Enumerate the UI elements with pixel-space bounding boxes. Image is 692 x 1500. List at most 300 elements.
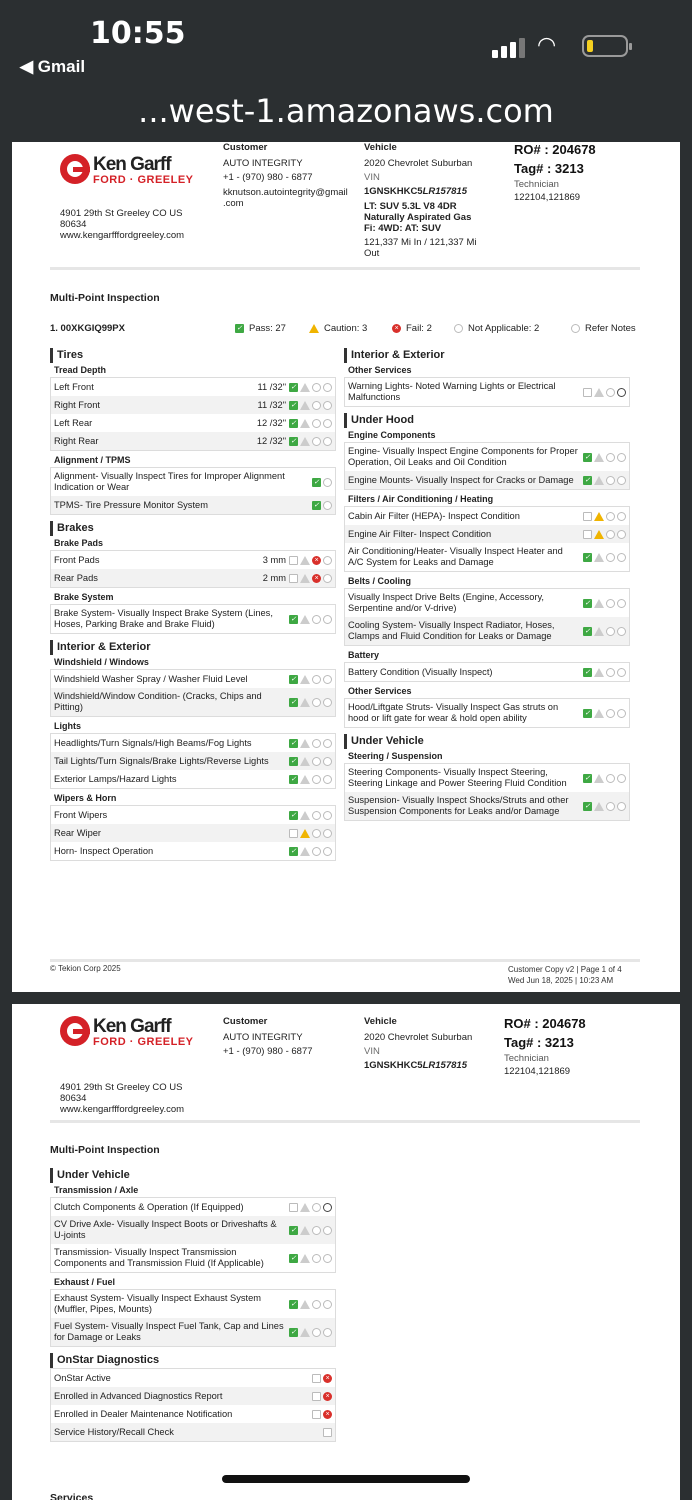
inspection-column-page2 — [50, 1162, 336, 1444]
fail-icon — [606, 709, 615, 718]
caution-icon — [594, 453, 604, 462]
pass-icon — [289, 1203, 298, 1212]
subsection-heading: Brake Pads — [54, 538, 104, 548]
footer-page: Customer Copy v2 | Page 1 of 4 — [508, 965, 622, 974]
section-heading: OnStar Diagnostics — [50, 1353, 336, 1368]
subsection-heading: Other Services — [348, 365, 412, 375]
inspection-row — [345, 525, 629, 543]
inspection-group — [344, 662, 630, 682]
pass-icon — [289, 419, 298, 428]
inspection-group — [50, 1368, 336, 1442]
subsection-heading: Belts / Cooling — [348, 576, 411, 586]
customer-block: Customer AUTO INTEGRITY +1 - (970) 980 - 6877 kknutson.autointegrity@gmail .com — [223, 142, 348, 209]
inspection-row — [51, 432, 335, 450]
fail-icon — [323, 1374, 332, 1383]
pass-icon — [289, 1300, 298, 1309]
caution-icon — [300, 1300, 310, 1309]
pass-icon — [289, 811, 298, 820]
subsection-heading: Exhaust / Fuel — [54, 1277, 116, 1287]
fail-icon — [606, 802, 615, 811]
pass-icon — [583, 388, 592, 397]
inspection-group — [50, 669, 336, 717]
ro-block: RO# : 204678 Tag# : 3213 Technician 122104,121869 — [504, 1016, 586, 1077]
section-heading: Interior & Exterior — [50, 640, 336, 655]
url-bar[interactable]: ...west-1.amazonaws.com — [138, 92, 554, 130]
fail-icon — [312, 847, 321, 856]
not-applicable-icon — [323, 615, 332, 624]
fail-icon — [312, 739, 321, 748]
caution-icon — [594, 553, 604, 562]
fail-icon — [312, 1203, 321, 1212]
pass-icon — [323, 1428, 332, 1437]
item-label: Front Pads — [54, 554, 100, 565]
report-page-2 — [12, 1004, 680, 1500]
divider — [50, 267, 640, 270]
vehicle-block: Vehicle 2020 Chevrolet Suburban VIN 1GNSKHKC5LR157815 LT: SUV 5.3L V8 4DR Naturally Aspirated Gas Fi: 4WD: AT: SUV 121,337 Mi In / 121,337 Mi Out — [364, 142, 477, 259]
divider — [50, 1120, 640, 1123]
signal-icon — [492, 36, 526, 58]
not-applicable-icon — [323, 757, 332, 766]
pass-icon — [289, 574, 298, 583]
inspection-row — [51, 806, 335, 824]
pass-icon — [312, 478, 321, 487]
not-applicable-icon — [323, 401, 332, 410]
item-label: Rear Wiper — [54, 827, 102, 838]
fail-icon — [323, 1410, 332, 1419]
item-label: CV Drive Axle- Visually Inspect Boots or Driveshafts & U-joints — [54, 1219, 277, 1240]
item-label: Transmission- Visually Inspect Transmission Components and Transmission Fluid (If Applicable) — [54, 1247, 264, 1268]
fail-icon — [312, 383, 321, 392]
pass-icon — [289, 1328, 298, 1337]
inspection-group — [344, 506, 630, 572]
fail-icon — [312, 419, 321, 428]
pass-icon — [312, 501, 321, 510]
pass-icon — [289, 829, 298, 838]
not-applicable-icon — [617, 802, 626, 811]
caution-icon — [300, 739, 310, 748]
inspection-row — [51, 1387, 335, 1405]
item-label: Battery Condition (Visually Inspect) — [348, 666, 493, 677]
section-heading: Interior & Exterior — [344, 348, 630, 363]
item-label: Windshield/Window Condition- (Cracks, Chips and Pitting) — [54, 691, 262, 712]
pass-icon — [289, 556, 298, 565]
fail-icon — [312, 574, 321, 583]
caution-icon — [300, 1226, 310, 1235]
not-applicable-icon — [323, 1254, 332, 1263]
dealer-address: 4901 29th St Greeley CO US 80634 www.kengarfffordgreeley.com — [60, 1082, 185, 1115]
caution-icon — [300, 1328, 310, 1337]
caution-icon — [594, 668, 604, 677]
item-label: Clutch Components & Operation (If Equipped) — [54, 1201, 244, 1212]
pass-icon — [289, 757, 298, 766]
item-label: Fuel System- Visually Inspect Fuel Tank, Cap and Lines for Damage or Leaks — [54, 1321, 284, 1342]
pass-icon — [583, 512, 592, 521]
pass-icon — [583, 476, 592, 485]
pass-icon — [583, 668, 592, 677]
inspection-row — [51, 414, 335, 432]
not-applicable-icon — [617, 453, 626, 462]
inspection-row — [51, 1216, 335, 1244]
item-label: Horn- Inspect Operation — [54, 845, 154, 856]
not-applicable-icon — [617, 476, 626, 485]
subsection-heading: Alignment / TPMS — [54, 455, 131, 465]
inspection-column-right — [344, 342, 630, 823]
item-label: Visually Inspect Drive Belts (Engine, Accessory, Serpentine and/or V-drive) — [348, 592, 545, 613]
inspection-row — [345, 471, 629, 489]
not-applicable-icon — [617, 709, 626, 718]
page-title: Multi-Point Inspection — [50, 292, 160, 304]
inspection-group — [344, 442, 630, 490]
not-applicable-icon — [323, 739, 332, 748]
caution-icon — [300, 775, 310, 784]
caution-icon — [300, 556, 310, 565]
pass-icon — [583, 599, 592, 608]
inspection-row — [51, 770, 335, 788]
customer-block: Customer AUTO INTEGRITY +1 - (970) 980 - 6877 — [223, 1016, 313, 1057]
info-icon — [571, 324, 580, 333]
item-label: Enrolled in Dealer Maintenance Notification — [54, 1408, 233, 1419]
fail-icon — [312, 615, 321, 624]
pass-icon — [289, 615, 298, 624]
pass-icon — [312, 1374, 321, 1383]
inspection-row — [345, 543, 629, 571]
inspection-row — [51, 468, 335, 496]
subsection-heading: Windshield / Windows — [54, 657, 149, 667]
inspection-row — [51, 1405, 335, 1423]
inspection-row — [51, 1369, 335, 1387]
not-applicable-icon — [323, 829, 332, 838]
measurement: 12 /32" — [256, 435, 286, 446]
item-label: Windshield Washer Spray / Washer Fluid Level — [54, 673, 248, 684]
item-label: Hood/Liftgate Struts- Visually Inspect Gas struts on hood or lift gate for wear & hold open ability — [348, 702, 559, 723]
item-label: Service History/Recall Check — [54, 1426, 174, 1437]
not-applicable-icon — [323, 383, 332, 392]
inspection-row — [51, 734, 335, 752]
caution-icon — [300, 757, 310, 766]
caution-icon — [300, 811, 310, 820]
pass-icon — [312, 1392, 321, 1401]
divider — [50, 959, 640, 962]
fail-icon — [606, 774, 615, 783]
item-label: Headlights/Turn Signals/High Beams/Fog Lights — [54, 737, 252, 748]
subsection-heading: Engine Components — [348, 430, 436, 440]
measurement: 12 /32" — [256, 417, 286, 428]
caution-icon — [309, 324, 319, 333]
caution-icon — [594, 774, 604, 783]
inspection-group — [344, 377, 630, 407]
inspection-group — [50, 377, 336, 451]
section-heading: Tires — [50, 348, 336, 363]
measurement: 11 /32" — [257, 399, 286, 410]
pass-icon — [289, 775, 298, 784]
not-applicable-icon — [323, 437, 332, 446]
inspection-row — [345, 589, 629, 617]
not-applicable-icon — [323, 698, 332, 707]
section-heading: Under Vehicle — [50, 1168, 336, 1183]
caution-icon — [594, 599, 604, 608]
not-applicable-icon — [617, 668, 626, 677]
caution-icon — [594, 802, 604, 811]
item-label: Tail Lights/Turn Signals/Brake Lights/Reverse Lights — [54, 755, 269, 766]
not-applicable-icon — [323, 811, 332, 820]
inspection-row — [345, 792, 629, 820]
item-label: Left Front — [54, 381, 94, 392]
not-applicable-icon — [323, 574, 332, 583]
section-heading: Under Hood — [344, 413, 630, 428]
item-label: Cabin Air Filter (HEPA)- Inspect Condition — [348, 510, 520, 521]
inspection-row — [51, 1244, 335, 1272]
report-page-1 — [12, 142, 680, 992]
subsection-heading: Steering / Suspension — [348, 751, 443, 761]
inspection-row — [345, 617, 629, 645]
item-label: Engine- Visually Inspect Engine Components for Proper Operation, Oil Leaks and Oil Condition — [348, 446, 578, 467]
dealer-logo: Ken Garff FORD · GREELEY — [60, 1016, 200, 1056]
not-applicable-icon — [454, 324, 463, 333]
subsection-heading: Brake System — [54, 592, 114, 602]
page-title: Multi-Point Inspection — [50, 1144, 160, 1156]
not-applicable-icon — [323, 1203, 332, 1212]
inspection-row — [345, 378, 629, 406]
inspection-row — [51, 396, 335, 414]
fail-icon — [312, 1328, 321, 1337]
not-applicable-icon — [617, 530, 626, 539]
caution-icon — [300, 419, 310, 428]
dealer-logo: Ken Garff FORD · GREELEY — [60, 154, 200, 194]
fail-icon — [312, 1254, 321, 1263]
item-label: Right Front — [54, 399, 100, 410]
fail-icon — [606, 476, 615, 485]
inspection-row — [51, 1318, 335, 1346]
caution-icon — [300, 615, 310, 624]
inspection-row — [345, 507, 629, 525]
pass-icon — [583, 774, 592, 783]
pass-icon — [583, 453, 592, 462]
inspection-group — [50, 805, 336, 861]
pass-icon — [235, 324, 244, 333]
inspection-group — [50, 550, 336, 588]
not-applicable-icon — [617, 388, 626, 397]
inspection-row — [51, 842, 335, 860]
fail-icon — [312, 698, 321, 707]
pass-icon — [289, 1254, 298, 1263]
inspection-row — [51, 670, 335, 688]
item-label: Enrolled in Advanced Diagnostics Report — [54, 1390, 223, 1401]
caution-icon — [300, 1254, 310, 1263]
inspection-row — [51, 378, 335, 396]
item-label: Cooling System- Visually Inspect Radiator, Hoses, Clamps and Fluid Condition for Leaks or Damage — [348, 620, 555, 641]
not-applicable-icon — [323, 1328, 332, 1337]
fail-icon — [392, 324, 401, 333]
battery-icon — [582, 35, 628, 57]
phone-status-bar — [0, 0, 692, 92]
item-label: Suspension- Visually Inspect Shocks/Struts and other Suspension Components for Leaks and/or Damage — [348, 795, 569, 816]
not-applicable-icon — [617, 599, 626, 608]
item-label: Warning Lights- Noted Warning Lights or Electrical Malfunctions — [348, 381, 556, 402]
ro-block: RO# : 204678 Tag# : 3213 Technician 122104,121869 — [514, 142, 596, 203]
pass-icon — [289, 1226, 298, 1235]
subsection-heading: Transmission / Axle — [54, 1185, 139, 1195]
item-label: Engine Air Filter- Inspect Condition — [348, 528, 492, 539]
inspection-row — [51, 605, 335, 633]
item-label: Engine Mounts- Visually Inspect for Cracks or Damage — [348, 474, 574, 485]
inspection-group — [344, 588, 630, 646]
caution-icon — [300, 698, 310, 707]
fail-icon — [312, 1300, 321, 1309]
not-applicable-icon — [323, 556, 332, 565]
fail-icon — [312, 401, 321, 410]
inspection-row — [51, 569, 335, 587]
pass-icon — [583, 709, 592, 718]
inspection-row — [51, 1423, 335, 1441]
inspection-row — [51, 688, 335, 716]
pass-icon — [583, 530, 592, 539]
dealer-address: 4901 29th St Greeley CO US 80634 www.kengarfffordgreeley.com — [60, 208, 185, 241]
caution-icon — [300, 437, 310, 446]
fail-icon — [323, 1392, 332, 1401]
item-label: Left Rear — [54, 417, 93, 428]
item-label: OnStar Active — [54, 1372, 111, 1383]
inspection-column-left — [50, 342, 336, 863]
fail-icon — [312, 757, 321, 766]
item-label: Exterior Lamps/Hazard Lights — [54, 773, 177, 784]
pass-icon — [289, 739, 298, 748]
fail-icon — [312, 437, 321, 446]
home-indicator[interactable] — [222, 1475, 470, 1483]
caution-icon — [594, 709, 604, 718]
pass-icon — [583, 627, 592, 636]
inspection-row — [51, 551, 335, 569]
fail-icon — [606, 668, 615, 677]
inspection-row — [345, 443, 629, 471]
services-heading: Services — [50, 1492, 94, 1500]
inspection-group — [50, 467, 336, 515]
not-applicable-icon — [323, 1300, 332, 1309]
not-applicable-icon — [617, 512, 626, 521]
pass-icon — [289, 401, 298, 410]
pass-icon — [583, 553, 592, 562]
measurement: 11 /32" — [257, 381, 286, 392]
caution-icon — [594, 388, 604, 397]
fail-icon — [312, 1226, 321, 1235]
fail-icon — [312, 775, 321, 784]
section-heading: Brakes — [50, 521, 336, 536]
caution-icon — [300, 574, 310, 583]
subsection-heading: Lights — [54, 721, 81, 731]
footer-copyright: © Tekion Corp 2025 — [50, 964, 121, 973]
clock: 10:55 — [90, 16, 186, 51]
fail-icon — [606, 388, 615, 397]
caution-icon — [300, 829, 310, 838]
inspection-group — [344, 698, 630, 728]
fail-icon — [312, 675, 321, 684]
inspection-row — [51, 824, 335, 842]
item-label: Steering Components- Visually Inspect Steering, Steering Linkage and Power Steering Fluid Condition — [348, 767, 567, 788]
not-applicable-icon — [323, 675, 332, 684]
subsection-heading: Tread Depth — [54, 365, 107, 375]
inspection-row — [345, 663, 629, 681]
item-label: Brake System- Visually Inspect Brake System (Lines, Hoses, Parking Brake and Brake Fluid) — [54, 608, 273, 629]
inspection-row — [345, 764, 629, 792]
caution-icon — [594, 476, 604, 485]
not-applicable-icon — [323, 847, 332, 856]
back-to-gmail-link[interactable]: ◀ Gmail — [20, 57, 86, 76]
item-label: Air Conditioning/Heater- Visually Inspect Heater and A/C System for Leaks and Damage — [348, 546, 563, 567]
fail-icon — [606, 512, 615, 521]
footer-date: Wed Jun 18, 2025 | 10:23 AM — [508, 976, 614, 985]
item-label: Exhaust System- Visually Inspect Exhaust System (Muffler, Pipes, Mounts) — [54, 1293, 262, 1314]
item-label: Rear Pads — [54, 572, 98, 583]
pass-icon — [289, 437, 298, 446]
pass-icon — [289, 675, 298, 684]
subsection-heading: Filters / Air Conditioning / Heating — [348, 494, 494, 504]
fail-icon — [606, 453, 615, 462]
subsection-heading: Battery — [348, 650, 380, 660]
inspection-group — [344, 763, 630, 821]
not-applicable-icon — [323, 775, 332, 784]
item-label: TPMS- Tire Pressure Monitor System — [54, 499, 208, 510]
inspection-row — [51, 752, 335, 770]
pass-icon — [289, 698, 298, 707]
fail-icon — [323, 501, 332, 510]
fail-icon — [606, 627, 615, 636]
caution-icon — [300, 383, 310, 392]
inspection-row — [51, 496, 335, 514]
fail-icon — [312, 811, 321, 820]
caution-icon — [300, 675, 310, 684]
inspection-group — [50, 1197, 336, 1273]
measurement: 2 mm — [262, 572, 286, 583]
caution-icon — [300, 847, 310, 856]
item-label: Alignment- Visually Inspect Tires for Improper Alignment Indication or Wear — [54, 471, 285, 492]
caution-icon — [594, 627, 604, 636]
vehicle-block: Vehicle 2020 Chevrolet Suburban VIN 1GNSKHKC5LR157815 — [364, 1016, 473, 1071]
caution-icon — [594, 530, 604, 539]
inspection-group — [50, 1289, 336, 1347]
fail-icon — [323, 478, 332, 487]
fail-icon — [312, 556, 321, 565]
not-applicable-icon — [617, 553, 626, 562]
not-applicable-icon — [617, 627, 626, 636]
pass-icon — [583, 802, 592, 811]
not-applicable-icon — [323, 419, 332, 428]
subsection-heading: Wipers & Horn — [54, 793, 117, 803]
subsection-heading: Other Services — [348, 686, 412, 696]
pass-icon — [312, 1410, 321, 1419]
inspection-group — [50, 604, 336, 634]
inspection-group — [50, 733, 336, 789]
fail-icon — [606, 530, 615, 539]
inspection-row — [51, 1198, 335, 1216]
wifi-icon: ◠ — [537, 32, 557, 57]
inspection-row — [51, 1290, 335, 1318]
measurement: 3 mm — [262, 554, 286, 565]
section-heading: Under Vehicle — [344, 734, 630, 749]
fail-icon — [312, 829, 321, 838]
item-label: Front Wipers — [54, 809, 108, 820]
item-label: Right Rear — [54, 435, 99, 446]
summary-row: 1. 00XKGIQ99PX ✓ Pass: 27 Caution: 3 × Fail: 2 Not Applicable: 2 Refer Notes — [50, 323, 640, 337]
fail-icon — [606, 553, 615, 562]
inspection-row — [345, 699, 629, 727]
not-applicable-icon — [617, 774, 626, 783]
fail-icon — [606, 599, 615, 608]
caution-icon — [300, 401, 310, 410]
not-applicable-icon — [323, 1226, 332, 1235]
caution-icon — [300, 1203, 310, 1212]
caution-icon — [594, 512, 604, 521]
pass-icon — [289, 383, 298, 392]
pass-icon — [289, 847, 298, 856]
